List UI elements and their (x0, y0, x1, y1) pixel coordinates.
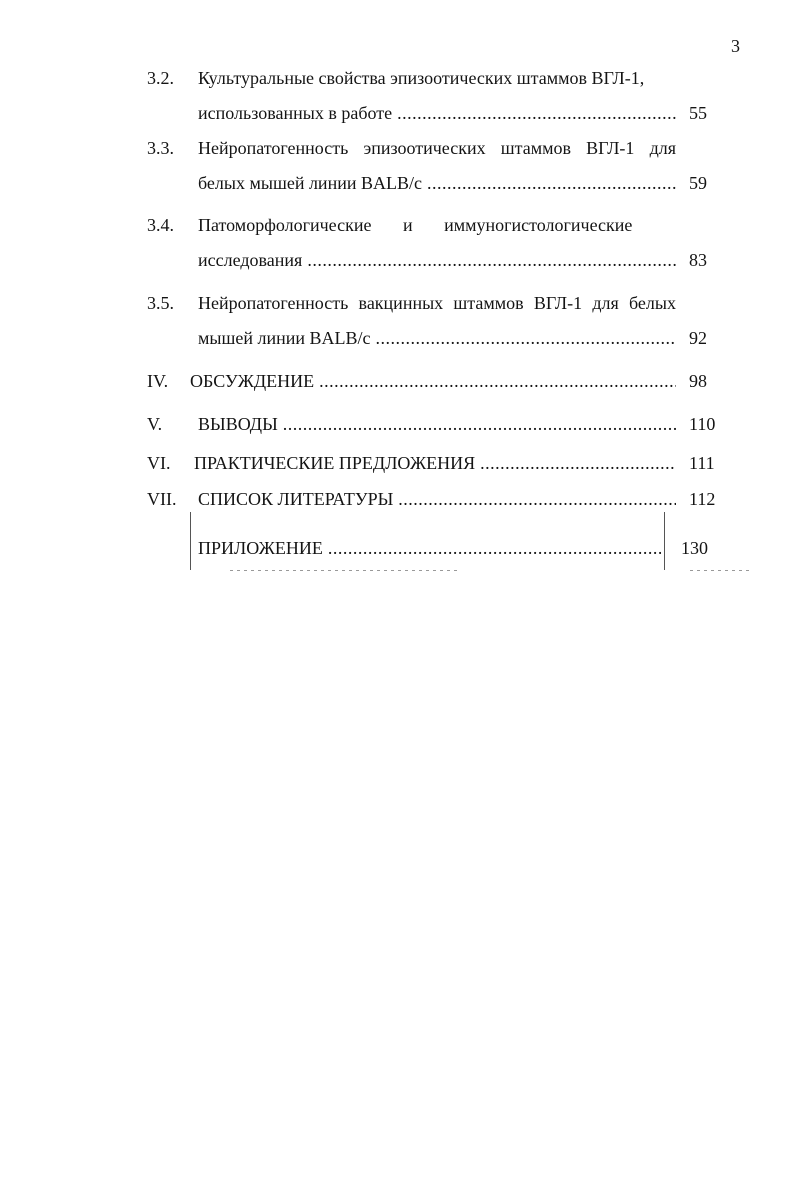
toc-entry-title-line2: использованных в работе ..... (198, 103, 676, 127)
toc-entry-title-line1: Нейропатогенность эпизоотических штаммов ВГЛ-1 для (198, 138, 676, 158)
toc-entry-page: 112 (689, 489, 716, 509)
toc-entry-title-line2: исследования ..... (198, 250, 676, 274)
toc-entry-page: 98 (689, 371, 707, 391)
toc-entry-number: 3.2. (147, 68, 174, 88)
toc-entry-title: СПИСОК ЛИТЕРАТУРЫ ..... (198, 489, 676, 513)
toc-entry-title-line2: мышей линии BALB/c ..... (198, 328, 676, 352)
toc-entry-page: 110 (689, 414, 716, 434)
toc-entry-number: IV. (147, 371, 169, 391)
toc-entry-page: 83 (689, 250, 707, 270)
toc-entry-title: ПРИЛОЖЕНИЕ ..... (198, 538, 661, 562)
toc-entry-title-line1: Патоморфологические и иммуногистологические (198, 215, 633, 235)
toc-entry-page: 55 (689, 103, 707, 123)
toc-entry-number: VI. (147, 453, 171, 473)
toc-entry-number: VII. (147, 489, 177, 509)
toc-entry-page: 130 (681, 538, 708, 558)
page-number: 3 (731, 36, 740, 56)
frame-divider (230, 570, 460, 571)
toc-entry-title: ОБСУЖДЕНИЕ ..... (190, 371, 676, 395)
toc-entry-title-line1: Культуральные свойства эпизоотических штаммов ВГЛ-1, (198, 68, 645, 88)
toc-entry-number: 3.4. (147, 215, 174, 235)
toc-entry-page: 111 (689, 453, 715, 473)
toc-entry-title-line1: Нейропатогенность вакцинных штаммов ВГЛ-1 для белых (198, 293, 676, 313)
toc-entry-title: ВЫВОДЫ ..... (198, 414, 676, 438)
frame-divider (690, 570, 750, 571)
toc-entry-page: 92 (689, 328, 707, 348)
toc-entry-page: 59 (689, 173, 707, 193)
toc-entry-title-line2: белых мышей линии BALB/c ..... (198, 173, 676, 197)
toc-entry-number: 3.5. (147, 293, 174, 313)
toc-entry-number: V. (147, 414, 163, 434)
toc-entry-number: 3.3. (147, 138, 174, 158)
toc-entry-title: ПРАКТИЧЕСКИЕ ПРЕДЛОЖЕНИЯ ..... (194, 453, 676, 477)
